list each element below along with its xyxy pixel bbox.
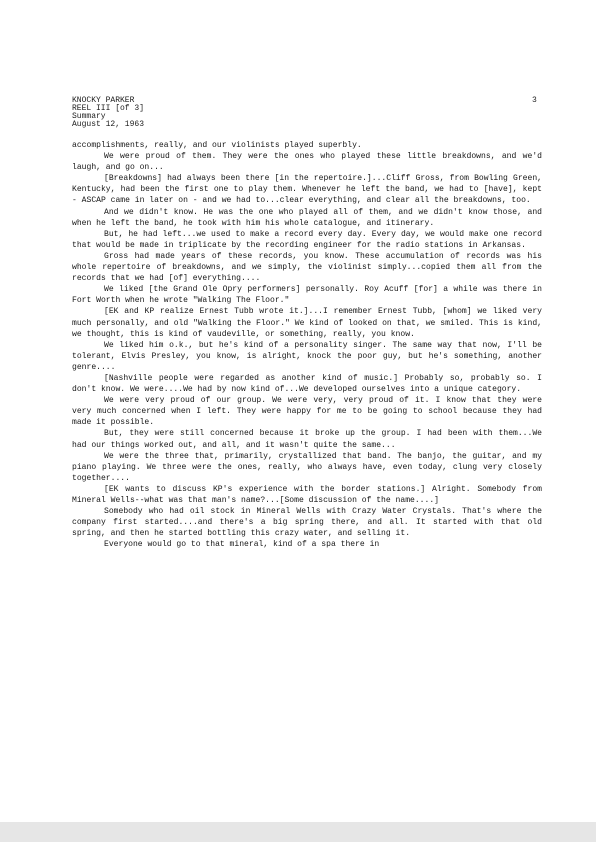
page-bottom-margin: [0, 822, 596, 842]
paragraph: We liked him o.k., but he's kind of a personality singer. The same way that now, I'll be tolerant, Elvis Presley, you know, is alright, knock the poor guy, but he's something, another genre....: [72, 340, 542, 372]
transcript-body: [72, 140, 542, 550]
paragraph: Everyone would go to that mineral, kind of a spa there in: [104, 540, 380, 550]
paragraph: We liked [the Grand Ole Opry performers] personally. Roy Acuff [for] a while was there in Fort Worth when he wrote "Walking The Floor.": [72, 285, 542, 306]
paragraph: [Nashville people were regarded as another kind of music.] Probably so, probably so. I don't know. We were....We had by now kind of...We developed ourselves into a unique category.: [72, 373, 542, 395]
paragraph: And we didn't know. He was the one who played all of them, and we didn't know those, and when he left the band, he took with him his whole catalogue, and itinerary.: [72, 207, 542, 228]
header-reel: REEL III [of 3]: [72, 104, 145, 113]
document-header: [72, 97, 372, 129]
paragraph: We were the three that, primarily, crystallized that band. The banjo, the guitar, and my piano playing. We three were the ones, really, who always have, even today, clung very closely together....: [72, 451, 542, 483]
paragraph: But, he had left...we used to make a record every day. Every day, we would make one record that would be made in triplicate by the recording engineer for the radio stations in Arkansas.: [72, 229, 542, 250]
header-type: Summary: [72, 112, 106, 121]
paragraph: [Breakdowns] had always been there [in the repertoire.]...Cliff Gross, from Bowling Green, Kentucky, had been the first one to play them. Whenever he left the band, we had to [have], kept - ASCAP came in later on - and we had to...clear everything, and clear all the breakdowns, too.: [72, 174, 542, 206]
paragraph: Somebody who had oil stock in Mineral Wells with Crazy Water Crystals. That's where the company first started....and there's a big spring there, and all. It started with that old spring, and then he started bottling this crazy water, and selling it.: [72, 507, 542, 539]
page-number: 3: [532, 96, 537, 105]
paragraph: Gross had made years of these records, you know. These accumulation of records was his whole repertoire of breakdowns, and we simply, the violinist simply...copied them all from the records that we had [of] everything....: [72, 251, 542, 284]
paragraph: We were proud of them. They were the ones who played these little breakdowns, and we'd laugh, and go on...: [72, 152, 542, 173]
paragraph: We were very proud of our group. We were very, very proud of it. I know that they were very much concerned when I left. They were happy for me to be going to school because they had made it possible.: [72, 396, 542, 428]
paragraph: [EK wants to discuss KP's experience with the border stations.] Alright. Somebody from Mineral Wells--what was that man's name?...[Some discussion of the name....]: [72, 484, 542, 505]
paragraph: accomplishments, really, and our violinists played superbly.: [72, 141, 362, 150]
header-date: August 12, 1963: [72, 120, 145, 129]
header-interviewee: KNOCKY PARKER: [72, 96, 135, 105]
paragraph: [EK and KP realize Ernest Tubb wrote it.]...I remember Ernest Tubb, [whom] we liked very much personally, and old "Walking the Floor." We kind of looked on that, we smiled. This is kind, we thought, this is kind of vaudeville, or something, really, you know.: [72, 307, 542, 339]
paragraph: But, they were still concerned because it broke up the group. I had been with them...We had our things worked out, and all, and it wasn't quite the same...: [72, 429, 542, 450]
